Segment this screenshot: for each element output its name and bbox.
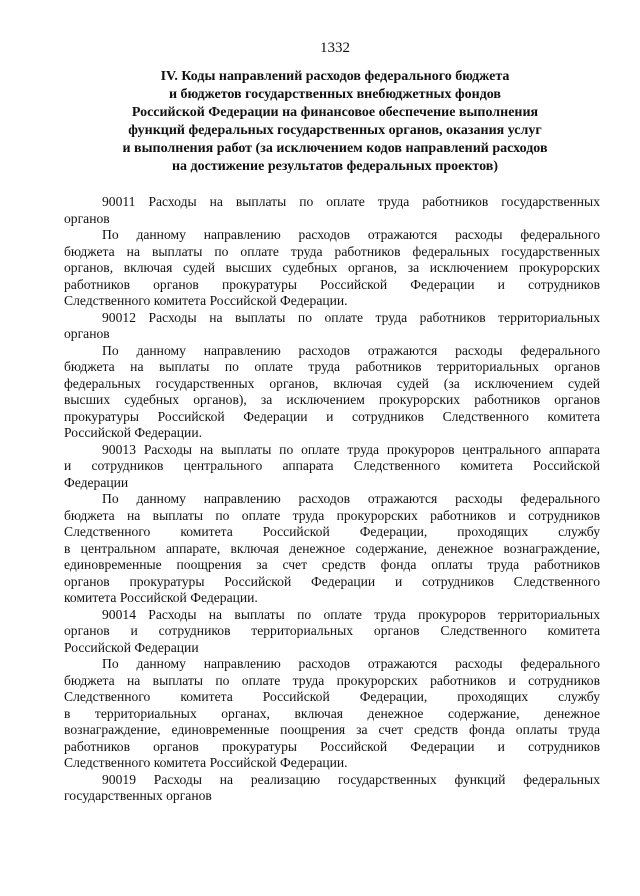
description-line: единовременные поощрения за счет средств фонда оплаты труда работников: [64, 557, 600, 572]
heading-line: и выполнения работ (за исключением кодов направлений расходов: [122, 141, 548, 156]
description-line: федеральных государственных органов, включая судей (за исключением судей: [64, 375, 600, 391]
description-line: работников органов прокуратуры Российской Федерации и сотрудников: [64, 738, 600, 754]
description-line: комитета Российской Федерации.: [64, 590, 258, 605]
code-title-line: 90011 Расходы на выплаты по оплате труда работников государственных: [102, 194, 600, 209]
description-line: По данному направлению расходов отражаются расходы федерального: [102, 491, 600, 506]
description-line: бюджета на выплаты по оплате труда прокурорских работников и сотрудников: [64, 672, 600, 688]
code-title-line: органов: [64, 326, 110, 341]
page-number: 1332: [320, 40, 350, 56]
description-line: По данному направлению расходов отражаются расходы федерального: [102, 342, 600, 358]
document-body: [64, 194, 600, 805]
description-line: Российской Федерации.: [64, 425, 202, 440]
description-line: Следственного комитета Российской Федерации.: [64, 755, 348, 770]
description-line: органов прокуратуры Российской Федерации и сотрудников Следственного: [64, 573, 600, 589]
description-line: По данному направлению расходов отражаются расходы федерального: [102, 227, 600, 242]
description-line: По данному направлению расходов отражаются расходы федерального: [102, 656, 600, 671]
description-line: бюджета на выплаты по оплате труда работников федеральных государственных: [64, 243, 600, 259]
code-title-line: и сотрудников центрального аппарата Следственного комитета Российской: [64, 458, 600, 473]
heading-line: и бюджетов государственных внебюджетных фондов: [168, 87, 501, 102]
description-line: органов, включая судей высших судебных органов, за исключением прокурорских: [64, 260, 600, 275]
description-line: бюджета на выплаты по оплате труда прокурорских работников и сотрудников: [64, 507, 600, 523]
heading-line: IV. Коды направлений расходов федерального бюджета: [160, 69, 510, 84]
description-line: в территориальных органах, включая денежное содержание, денежное: [64, 705, 600, 721]
code-title-line: Федерации: [64, 474, 129, 490]
description-line: в центральном аппарате, включая денежное содержание, денежное вознаграждение,: [64, 540, 600, 556]
code-entry-90014: [64, 607, 600, 772]
code-title-line: государственных органов: [64, 788, 212, 803]
code-title-line: органов и сотрудников территориальных органов Следственного комитета: [64, 623, 600, 638]
description-line: Следственного комитета Российской Федерации, проходящих службу: [64, 524, 600, 539]
description-line: прокуратуры Российской Федерации и сотрудников Следственного комитета: [64, 408, 600, 424]
code-title-line: органов: [64, 210, 110, 226]
description-line: работников органов прокуратуры Российской Федерации и сотрудников: [64, 276, 600, 292]
code-entry-90012: [64, 310, 600, 442]
code-title-line: 90014 Расходы на выплаты по оплате труда прокуроров территориальных: [102, 606, 600, 622]
description-line: Следственного комитета Российской Федерации, проходящих службу: [64, 689, 600, 704]
heading-line: функций федеральных государственных органов, оказания услуг: [128, 123, 542, 138]
code-entry-90019: [64, 772, 600, 805]
description-line: вознаграждение, единовременные поощрения за счет средств фонда оплаты труда: [64, 722, 600, 737]
code-title-line: Российской Федерации: [64, 639, 199, 655]
code-entry-90011: [64, 194, 600, 310]
code-title-line: 90013 Расходы на выплаты по оплате труда прокуроров центрального аппарата: [102, 441, 600, 457]
section-heading: [60, 68, 610, 176]
code-title-line: 90019 Расходы на реализацию государственных функций федеральных: [102, 771, 600, 787]
description-line: бюджета на выплаты по оплате труда работников территориальных органов: [64, 359, 600, 374]
code-entry-90013: [64, 442, 600, 607]
heading-line: на достижение результатов федеральных проектов): [171, 159, 498, 174]
heading-line: Российской Федерации на финансовое обеспечение выполнения: [131, 105, 539, 120]
description-line: высших судебных органов), за исключением прокурорских работников органов: [64, 392, 600, 407]
description-line: Следственного комитета Российской Федерации.: [64, 293, 348, 308]
code-title-line: 90012 Расходы на выплаты по оплате труда работников территориальных: [102, 309, 600, 325]
